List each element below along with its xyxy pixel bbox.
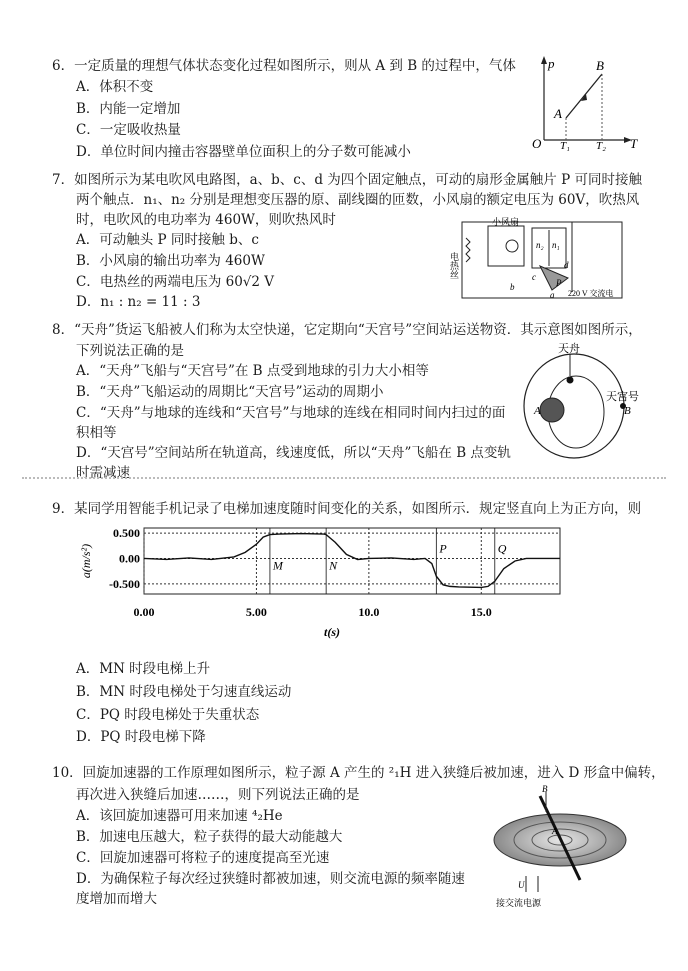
q10-cyclotron-diagram — [488, 786, 636, 910]
marker-label-p: P — [439, 541, 447, 556]
q7-option-a: A．可动触头 P 同时接触 b、c — [76, 232, 259, 248]
q10-stem-line-1: 10．回旋加速器的工作原理如图所示，粒子源 A 产生的 ²₁H 进入狭缝后被加速，进入 D 形盒中偏转， — [52, 765, 665, 781]
q10-option-d: D．为确保粒子每次经过狭缝时都被加速，则交流电源的频率随速 — [76, 871, 465, 887]
q7-circuit-diagram — [449, 217, 632, 304]
q10-option-d-cont: 度增加而增大 — [76, 891, 157, 907]
q10-option-b: B．加速电压越大，粒子获得的最大动能越大 — [76, 829, 343, 845]
q6-option-b: B．内能一定增加 — [76, 101, 181, 117]
y-tick-label: 0.00 — [119, 551, 140, 566]
y-tick-label: 0.500 — [113, 526, 140, 541]
x-axis-label: t(s) — [324, 625, 340, 639]
q6-option-c: C．一定吸收热量 — [76, 122, 181, 138]
x-tick-label: 10.0 — [358, 605, 380, 619]
q7-heater-label: 电热丝 — [449, 252, 459, 279]
q7-d-label: d — [564, 260, 569, 270]
q10-u-label: U — [518, 880, 525, 890]
q7-b-label: b — [510, 282, 515, 292]
q7-a-label: a — [550, 290, 555, 300]
q8-option-d: D．“天宫号”空间站所在轨道高，线速度低，所以“天舟”飞船在 B 点变轨 — [76, 445, 511, 461]
q10-caption: 接交流电源 — [496, 898, 542, 908]
q8-option-a: A．“天舟”飞船与“天宫号”在 B 点受到地球的引力大小相等 — [76, 363, 429, 379]
q7-stem-line-2: 两个触点．n₁、n₂ 分别是理想变压器的原、副线圈的匝数，小风扇的额定电压为 60V，吹热风 — [76, 192, 640, 208]
q7-supply-label: 220 V 交流电 — [568, 289, 614, 298]
q9-option-a: A．MN 时段电梯上升 — [76, 661, 211, 677]
section-divider — [22, 477, 666, 479]
q7-n1-label: n₁ — [552, 240, 560, 250]
q6-x-axis-label: T — [630, 136, 638, 151]
q8-option-c: C．“天舟”与地球的连线和“天宫号”与地球的连线在相同时间内扫过的面 — [76, 405, 506, 421]
q8-tiangong-label: 天宫号 — [606, 391, 639, 403]
marker-label-n: N — [329, 558, 338, 573]
q7-fan-label: 小风扇 — [492, 217, 520, 227]
q8-option-d-cont: 时需减速 — [76, 465, 130, 481]
q8-orbit-diagram — [512, 340, 647, 470]
q8-stem-line-2: 下列说法正确的是 — [76, 343, 184, 359]
q8-option-c-cont: 积相等 — [76, 425, 117, 441]
q8-tianzhou-label: 天舟 — [558, 343, 580, 355]
q6-stem: 6．一定质量的理想气体状态变化过程如图所示，则从 A 到 B 的过程中，气体 — [52, 58, 516, 74]
q10-option-c: C．回旋加速器可将粒子的速度提高至光速 — [76, 850, 330, 866]
q8-option-b: B．“天舟”飞船运动的周期比“天宫号”运动的周期小 — [76, 384, 384, 400]
x-tick-label: 15.0 — [470, 605, 492, 619]
q9-option-d: D．PQ 时段电梯下降 — [76, 729, 206, 745]
q10-b-label: B — [542, 784, 548, 794]
q6-t1-label: T₁ — [560, 140, 570, 152]
q6-pt-graph — [530, 52, 640, 150]
x-tick-label: 5.00 — [245, 605, 267, 619]
q9-option-b: B．MN 时段电梯处于匀速直线运动 — [76, 684, 292, 700]
q9-stem: 9．某同学用智能手机记录了电梯加速度随时间变化的关系，如图所示．规定竖直向上为正方向，则 — [52, 501, 642, 517]
q9-acceleration-chart — [78, 520, 638, 640]
marker-label-m: M — [272, 558, 283, 573]
q7-c-label: c — [532, 272, 536, 282]
q7-p-label: P — [556, 278, 562, 288]
q6-point-a: A — [554, 106, 562, 121]
q6-origin-label: O — [532, 136, 542, 151]
q10-stem-line-2: 再次进入狭缝后加速……，则下列说法正确的是 — [76, 787, 360, 803]
q7-stem-line-3: 时，电吹风的电功率为 460W，则吹热风时 — [76, 212, 336, 228]
q6-option-d: D．单位时间内撞击容器壁单位面积上的分子数可能减小 — [76, 144, 411, 160]
q7-option-b: B．小风扇的输出功率为 460W — [76, 253, 265, 269]
marker-label-q: Q — [497, 541, 507, 556]
q10-a-label: A — [552, 826, 558, 836]
q6-option-a: A．体积不变 — [76, 79, 154, 95]
q8-stem-line-1: 8．“天舟”货运飞船被人们称为太空快递，它定期向“天宫号”空间站运送物资．其示意图如图所示， — [52, 322, 642, 338]
q6-t2-label: T₂ — [596, 140, 606, 152]
q9-option-c: C．PQ 时段电梯处于失重状态 — [76, 707, 260, 723]
y-tick-label: -0.500 — [109, 576, 140, 591]
q6-point-b: B — [596, 58, 604, 73]
q8-point-a: A — [534, 405, 541, 417]
q7-n2-label: n₂ — [536, 240, 544, 250]
x-tick-label: 0.00 — [133, 605, 155, 619]
q7-option-d: D．n₁ : n₂ = 11 : 3 — [76, 294, 201, 310]
y-axis-label: a(m/s²) — [79, 543, 93, 579]
q6-y-axis-label: p — [548, 56, 555, 71]
q7-stem-line-1: 7．如图所示为某电吹风电路图，a、b、c、d 为四个固定触点，可动的扇形金属触片 P 可同时接触 — [52, 172, 642, 188]
q7-option-c: C．电热丝的两端电压为 60√2 V — [76, 274, 275, 290]
q8-point-b: B — [624, 405, 631, 417]
q10-option-a: A．该回旋加速器可用来加速 ⁴₂He — [76, 808, 283, 824]
